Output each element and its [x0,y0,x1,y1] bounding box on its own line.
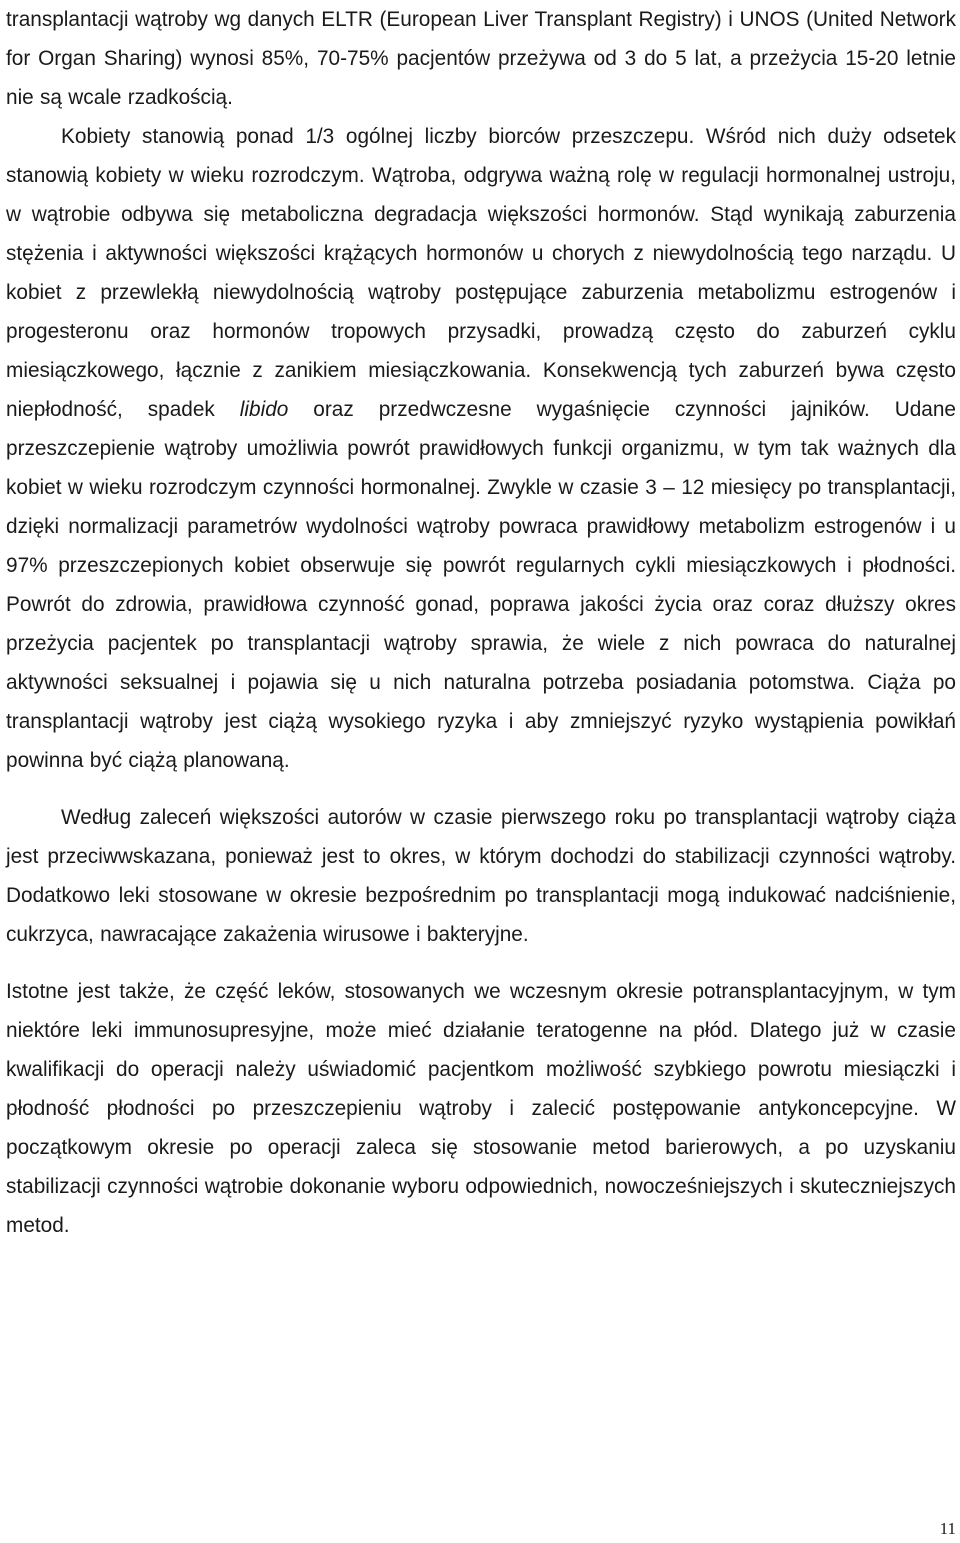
paragraph-1: transplantacji wątroby wg danych ELTR (European Liver Transplant Registry) i UNOS (United Network for Organ Sharing) wynosi 85%, 70-75% pacjentów przeżywa od 3 do 5 lat, a przeżycia 15-20 letnie nie są wcale rzadkością. [6,8,956,109]
paragraph-2-text-after: oraz przedwczesne wygaśnięcie czynności jajników. Udane przeszczepienie wątroby umożliwia powrót prawidłowych funkcji organizmu, w tym tak ważnych dla kobiet w wieku rozrodczym czynności hormonalnej. Zwykle w czasie 3 – 12 miesięcy po transplantacji, dzięki normalizacji parametrów wydolności wątroby powraca prawidłowy metabolizm estrogenów i u 97% przeszczepionych kobiet obserwuje się powrót regularnych cykli miesiączkowych i płodności. Powrót do zdrowia, prawidłowa czynność gonad, poprawa jakości życia oraz coraz dłuższy okres przeżycia pacjentek po transplantacji wątroby sprawia, że wiele z nich powraca do naturalnej aktywności seksualnej i pojawia się u nich naturalna potrzeba posiadania potomstwa. Ciąża po transplantacji wątroby jest ciążą wysokiego ryzyka i aby zmniejszyć ryzyko wystąpienia powikłań powinna być ciążą planowaną. [6,398,956,772]
paragraph-2 [6,117,956,780]
paragraph-4: Istotne jest także, że część leków, stosowanych we wczesnym okresie potransplantacyjnym, w tym niektóre leki immunosupresyjne, może mieć działanie teratogenne na płód. Dlatego już w czasie kwalifikacji do operacji należy uświadomić pacjentkom możliwość szybkiego powrotu miesiączki i płodność płodności po przeszczepieniu wątroby i zalecić postępowanie antykoncepcyjne. W początkowym okresie po operacji zaleca się stosowanie metod barierowych, a po uzyskaniu stabilizacji czynności wątrobie dokonanie wyboru odpowiednich, nowocześniejszych i skuteczniejszych metod. [6,980,956,1237]
page-number: 11 [939,1519,956,1538]
paragraph-2-text-before: Kobiety stanowią ponad 1/3 ogólnej liczby biorców przeszczepu. Wśród nich duży odsetek stanowią kobiety w wieku rozrodczym. Wątroba, odgrywa ważną rolę w regulacji hormonalnej ustroju, w wątrobie odbywa się metaboliczna degradacja większości hormonów. Stąd wynikają zaburzenia stężenia i aktywności większości krążących hormonów u chorych z niewydolnością tego narządu. U kobiet z przewlekłą niewydolnością wątroby postępujące zaburzenia metabolizmu estrogenów i progesteronu oraz hormonów tropowych przysadki, prowadzą często do zaburzeń cyklu miesiączkowego, łącznie z zanikiem miesiączkowania. Konsekwencją tych zaburzeń bywa często niepłodność, spadek [6,125,956,421]
italic-term: libido [239,398,289,421]
paragraph-3: Według zaleceń większości autorów w czasie pierwszego roku po transplantacji wątroby ciąża jest przeciwwskazana, ponieważ jest to okres, w którym dochodzi do stabilizacji czynności wątroby. Dodatkowo leki stosowane w okresie bezpośrednim po transplantacji mogą indukować nadciśnienie, cukrzyca, nawracające zakażenia wirusowe i bakteryjne. [6,806,956,946]
document-page [6,0,956,1245]
